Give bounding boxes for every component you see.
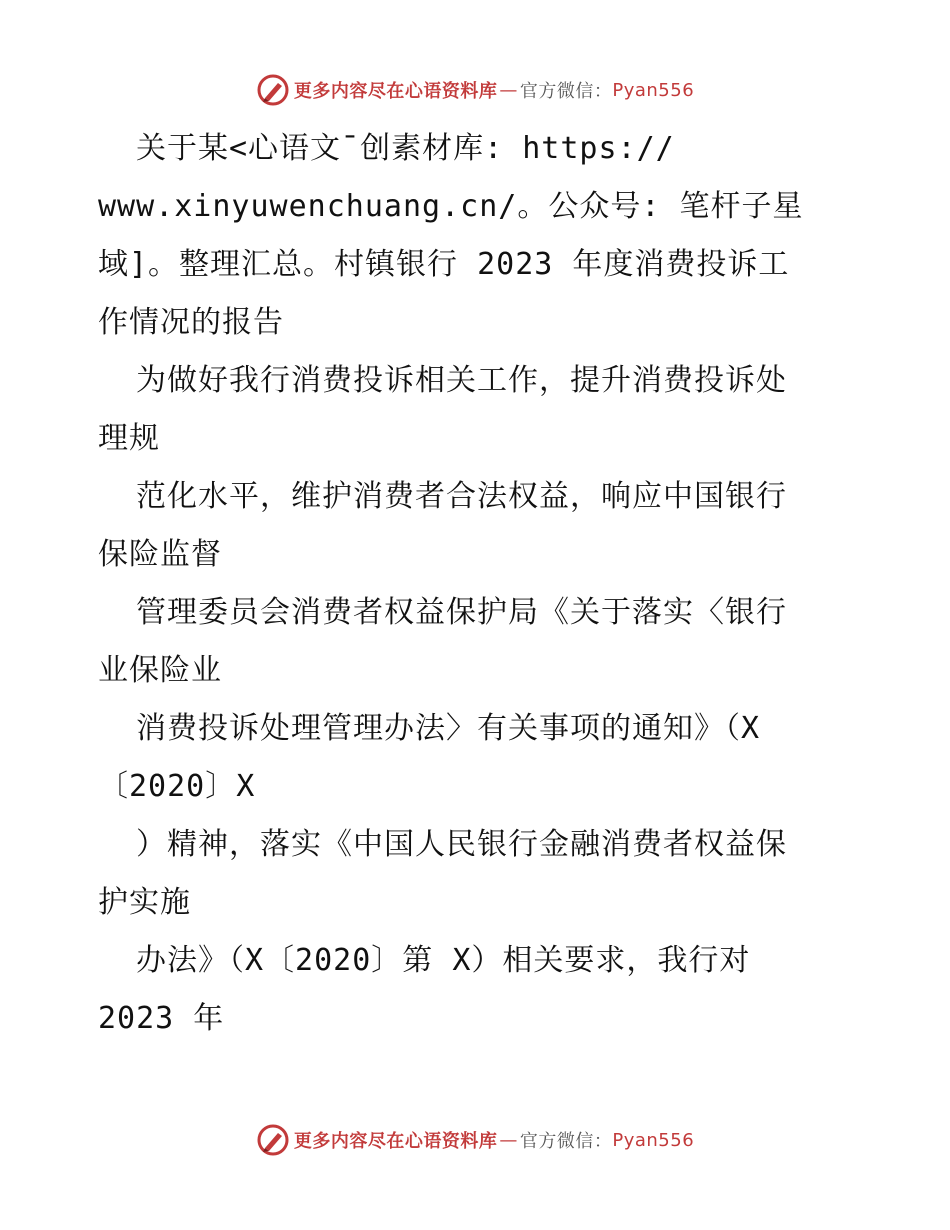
banner-wechat-label: 官方微信： [519,81,613,102]
text-line: 关于某<心语文¯创素材库: https:// [136,131,675,166]
text-line: 办法》（X〔2020〕第 X）相关要求，我行对 [136,943,751,978]
text-line: 为做好我行消费投诉相关工作，提升消费投诉处 [136,363,787,398]
document-body [98,120,868,1048]
pen-logo-icon [256,1123,290,1157]
text-line: 理规 [98,421,160,456]
text-line: ）精神，落实《中国人民银行金融消费者权益保 [136,827,787,862]
header-banner [0,70,950,110]
banner-wechat-id: Pyan556 [612,1129,695,1151]
banner-slogan: 更多内容尽在心语资料库 [293,1131,498,1152]
text-line: 保险监督 [98,537,222,572]
text-line: 消费投诉处理管理办法〉有关事项的通知》（X [136,711,761,746]
text-line: 护实施 [98,885,191,920]
banner-wechat-label: 官方微信： [519,1131,613,1152]
text-line: www.xinyuwenchuang.cn/。公众号: 笔杆子星 [98,189,804,224]
banner-dash: — [499,1129,518,1151]
banner-dash: — [499,79,518,101]
text-line: 作情况的报告 [98,305,284,340]
footer-banner [0,1120,950,1160]
banner-slogan: 更多内容尽在心语资料库 [293,81,498,102]
text-line: 域]。整理汇总。村镇银行 2023 年度消费投诉工 [98,247,790,282]
banner-wechat-id: Pyan556 [612,79,695,101]
text-line: 业保险业 [98,653,222,688]
text-line: 管理委员会消费者权益保护局《关于落实〈银行 [136,595,787,630]
pen-logo-icon [256,73,290,107]
text-line: 2023 年 [98,1001,225,1036]
text-line: 范化水平，维护消费者合法权益，响应中国银行 [136,479,787,514]
text-line: 〔2020〕X [98,769,256,804]
